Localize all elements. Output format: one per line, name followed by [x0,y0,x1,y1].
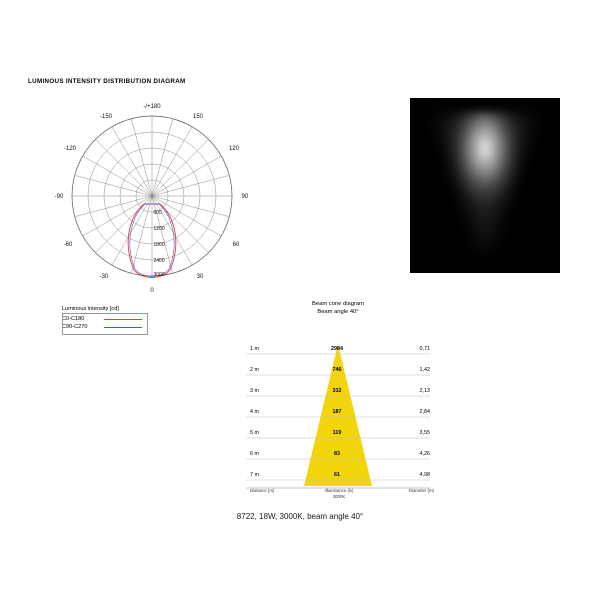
legend-box [62,313,148,335]
legend-label-c90-c270: C90-C270 [62,324,88,330]
cell-illuminance: 61 [334,471,340,478]
page-title: LUMINOUS INTENSITY DISTRIBUTION DIAGRAM [28,78,186,85]
figure-caption: 8722, 18W, 3000K, beam angle 40° [236,512,364,521]
beam-cone-title: Beam cone diagram [312,301,364,307]
polar-label-60: 60 [232,242,240,248]
table-row [238,385,438,396]
cell-illuminance: 187 [332,408,342,415]
luminaire-photo [410,98,560,273]
polar-label-30: 30 [196,274,204,280]
cell-distance: 2 m [250,366,259,373]
cell-diameter: 1,42 [419,366,430,373]
cell-distance: 6 m [250,450,259,457]
footer-illuminance-line1: Illuminance (lx) [324,488,354,493]
table-row [238,406,438,417]
footer-diameter-label: Diameter (m) [408,488,434,493]
cell-illuminance: 2984 [331,345,343,352]
beam-cone-heading [238,300,438,316]
cell-distance: 1 m [250,345,259,352]
polar-rtick-2400: 2400 [153,258,165,264]
polar-label-90: 90 [241,194,249,200]
cell-diameter: 4,26 [419,450,430,457]
polar-diagram [42,96,292,306]
polar-rtick-1800: 1800 [153,242,165,248]
cell-illuminance: 119 [332,429,342,436]
legend-title: Luminous intensity [cd] [62,306,119,312]
footer-illuminance-label [292,488,386,500]
photo-light-glow [425,112,545,273]
polar-label-150: 150 [192,114,204,120]
polar-diagram-svg [42,96,292,306]
cell-diameter: 3,55 [419,429,430,436]
cell-diameter: 2,84 [419,408,430,415]
cell-distance: 4 m [250,408,259,415]
cell-distance: 5 m [250,429,259,436]
cell-diameter: 0,71 [419,345,430,352]
polar-label-m120: -120 [63,146,77,152]
cell-distance: 3 m [250,387,259,394]
polar-rtick-1200: 1200 [153,226,165,232]
polar-label-m30: -30 [99,274,109,280]
polar-label-m90: -90 [54,194,64,200]
table-row [238,364,438,375]
polar-label-m60: -60 [63,242,73,248]
cell-illuminance: 332 [332,387,342,394]
footer-illuminance-line2: 3000K [332,494,346,499]
polar-label-180: -/+180 [143,104,161,110]
table-row [238,427,438,438]
beam-cone-table [238,338,438,498]
polar-rtick-3000: 3000 [153,272,165,278]
table-footer [238,488,438,500]
cell-diameter: 4,98 [419,471,430,478]
table-row [238,469,438,480]
polar-label-120: 120 [228,146,240,152]
footer-distance-label: Distance (m) [250,488,275,493]
cell-illuminance: 83 [334,450,340,457]
polar-label-0: 0 [150,288,154,294]
beam-angle-label: Beam angle 40° [317,309,359,315]
cell-illuminance: 746 [332,366,342,373]
legend [62,306,162,331]
table-row [238,448,438,459]
table-row [238,343,438,354]
polar-label-m150: -150 [99,114,113,120]
legend-label-c0-c180: C0-C180 [62,316,85,322]
polar-rtick-600: 600 [153,210,162,216]
cell-diameter: 2,13 [419,387,430,394]
cell-distance: 7 m [250,471,259,478]
